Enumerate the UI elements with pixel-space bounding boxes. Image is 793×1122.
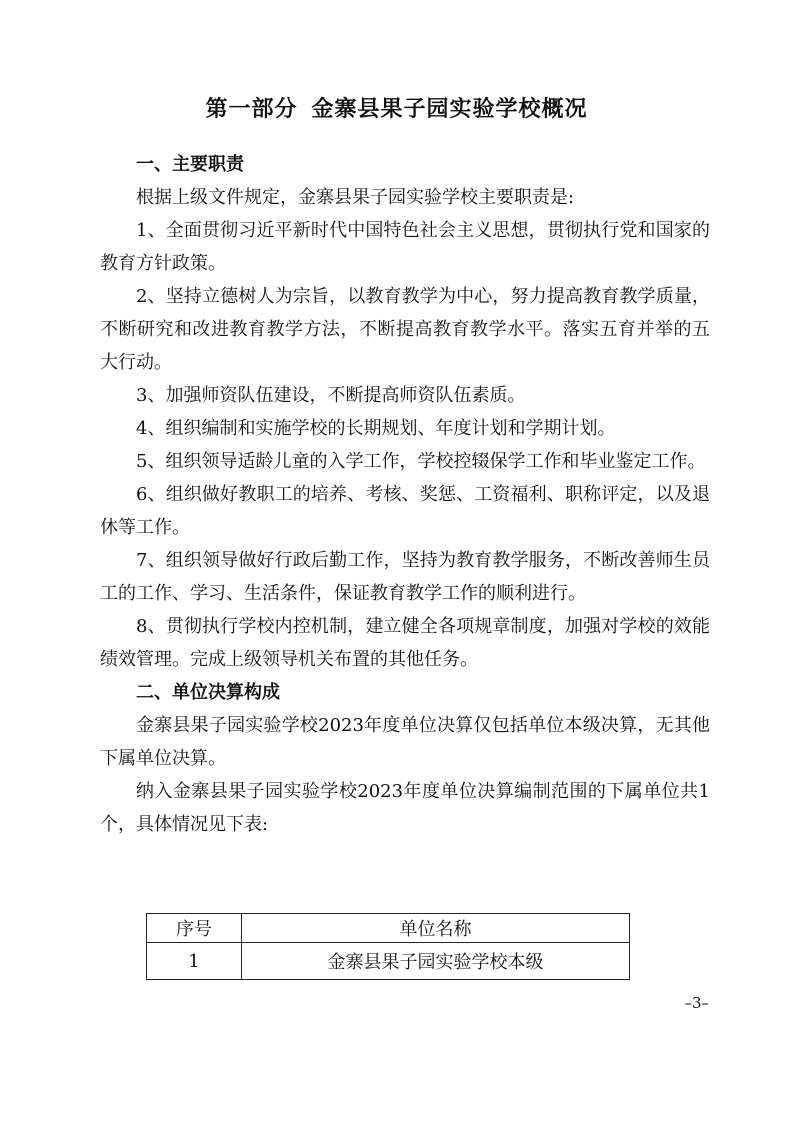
paragraph: 纳入金寨县果子园实验学校2023年度单位决算编制范围的下属单位共1个，具体情况见下表:: [100, 781, 710, 835]
paragraph: 4、组织编制和实施学校的长期规划、年度计划和学期计划。: [136, 418, 616, 439]
title-part: 第一部分: [205, 96, 298, 122]
table-row: [147, 943, 630, 980]
section2-heading: 二、单位决算构成: [136, 682, 280, 703]
paragraph: 7、组织领导做好行政后勤工作，坚持为教育教学服务，不断改善师生员工的工作、学习、生活条件，保证教育教学工作的顺利进行。: [100, 550, 710, 604]
unit-table: [146, 913, 630, 980]
table-cell: 金寨县果子园实验学校本级: [242, 943, 630, 980]
title-main: 金寨县果子园实验学校概况: [311, 96, 588, 122]
table-header-cell: 单位名称: [242, 914, 630, 943]
table-header-cell: 序号: [147, 914, 242, 943]
page-title: [0, 92, 793, 123]
document-body: [100, 148, 710, 841]
paragraph: 根据上级文件规定，金寨县果子园实验学校主要职责是:: [136, 187, 575, 208]
paragraph: 2、坚持立德树人为宗旨，以教育教学为中心，努力提高教育教学质量，不断研究和改进教育教学方法，不断提高教育教学水平。落实五育并举的五大行动。: [100, 286, 710, 373]
paragraph: 金寨县果子园实验学校2023年度单位决算仅包括单位本级决算，无其他下属单位决算。: [100, 715, 710, 769]
paragraph: 6、组织做好教职工的培养、考核、奖惩、工资福利、职称评定，以及退休等工作。: [100, 484, 710, 538]
paragraph: 8、贯彻执行学校内控机制，建立健全各项规章制度，加强对学校的效能绩效管理。完成上级领导机关布置的其他任务。: [100, 616, 710, 670]
section1-heading: 一、主要职责: [136, 154, 244, 175]
paragraph: 5、组织领导适龄儿童的入学工作，学校控辍保学工作和毕业鉴定工作。: [136, 451, 706, 472]
table-cell: 1: [147, 943, 242, 980]
table-header-row: [147, 914, 630, 943]
page-number: –3–: [684, 994, 709, 1012]
paragraph: 3、加强师资队伍建设，不断提高师资队伍素质。: [136, 385, 526, 406]
paragraph: 1、全面贯彻习近平新时代中国特色社会主义思想，贯彻执行党和国家的教育方针政策。: [100, 220, 710, 274]
